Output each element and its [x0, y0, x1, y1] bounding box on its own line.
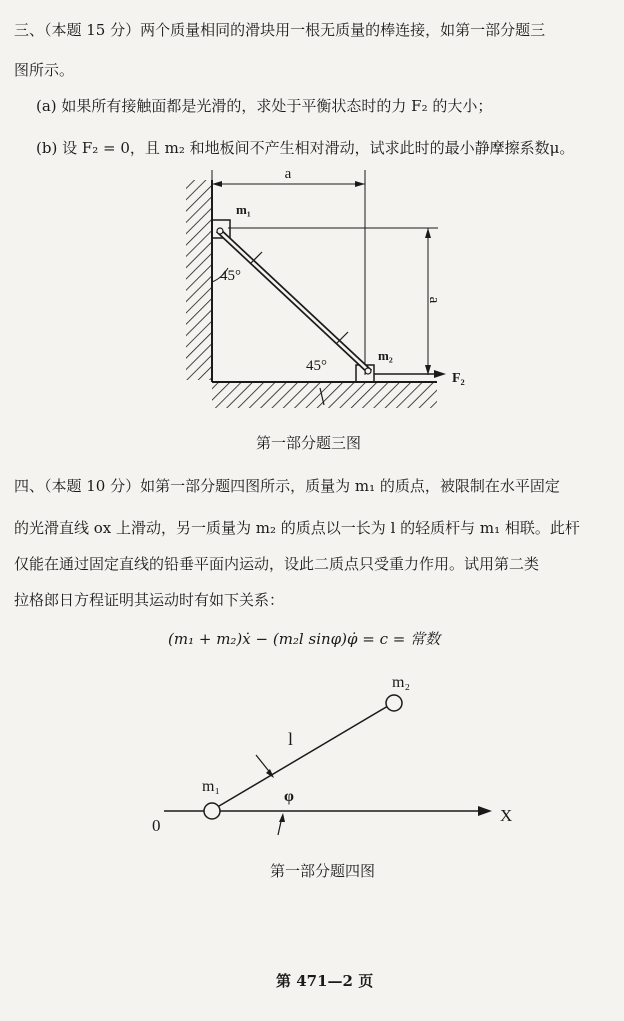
problem3-part-a: (a) 如果所有接触面都是光滑的，求处于平衡状态时的力 F₂ 的大小； [36, 97, 493, 115]
pin-m2 [365, 368, 371, 374]
floor-hatching [212, 382, 437, 408]
dim-arrow-top-left [212, 181, 222, 187]
problem3-text-line2: 图所示。 [14, 61, 75, 79]
rod-inner [218, 230, 370, 372]
problem3-caption: 第一部分题三图 [256, 434, 362, 452]
problem4-figure [140, 665, 540, 835]
problem3-figure [180, 160, 465, 425]
label-a-top: a [284, 166, 292, 182]
dim-arrow-top-right [355, 181, 365, 187]
label-l: l [288, 729, 294, 749]
label-origin: 0 [152, 816, 161, 835]
pin-m1 [217, 228, 223, 234]
problem4-text-line1: 四、（本题 10 分）如第一部分题四图所示，质量为 m₁ 的质点，被限制在水平固定 [14, 477, 560, 495]
label-phi: φ [284, 788, 294, 805]
pointer-axis-tip [279, 813, 285, 822]
label-m2: m₂ [378, 348, 393, 363]
problem4-text-line4: 拉格郎日方程证明其运动时有如下关系： [14, 591, 285, 609]
mass-m2 [386, 695, 402, 711]
label-x-axis: X [500, 806, 513, 825]
problem3-text-line1: 三、（本题 15 分）两个质量相同的滑块用一根无质量的棒连接，如第一部分题三 [14, 21, 546, 39]
label-force-f2: F₂ [452, 371, 465, 386]
label-angle-bottom: 45° [306, 358, 327, 374]
x-axis-arrowhead [478, 806, 492, 816]
force-f2-arrowhead [434, 370, 446, 378]
rod-l [214, 706, 388, 809]
wall-hatching [186, 180, 212, 380]
problem4-text-line3: 仅能在通过固定直线的铅垂平面内运动，设此二质点只受重力作用。试用第二类 [14, 555, 540, 573]
dim-arrow-side-top [425, 228, 431, 238]
label-m2: m₂ [392, 674, 411, 691]
mass-m1 [204, 803, 220, 819]
label-a-side: a [426, 296, 442, 304]
label-m1: m₁ [202, 778, 221, 795]
label-angle-top: 45° [220, 268, 241, 284]
problem4-text-line2: 的光滑直线 ox 上滑动，另一质量为 m₂ 的质点以一长为 l 的轻质杆与 m₁ 相联。此杆 [14, 519, 580, 537]
problem3-part-b: (b) 设 F₂ = 0，且 m₂ 和地板间不产生相对滑动，试求此时的最小静摩擦系数μ。 [36, 139, 575, 157]
problem4-caption: 第一部分题四图 [270, 862, 376, 880]
page-number: 第 471—2 页 [276, 972, 374, 990]
label-m1: m₁ [236, 202, 251, 217]
problem4-equation: (m₁ + m₂)ẋ − (m₂l sinφ)φ̇ = c = 常数 [168, 630, 441, 648]
